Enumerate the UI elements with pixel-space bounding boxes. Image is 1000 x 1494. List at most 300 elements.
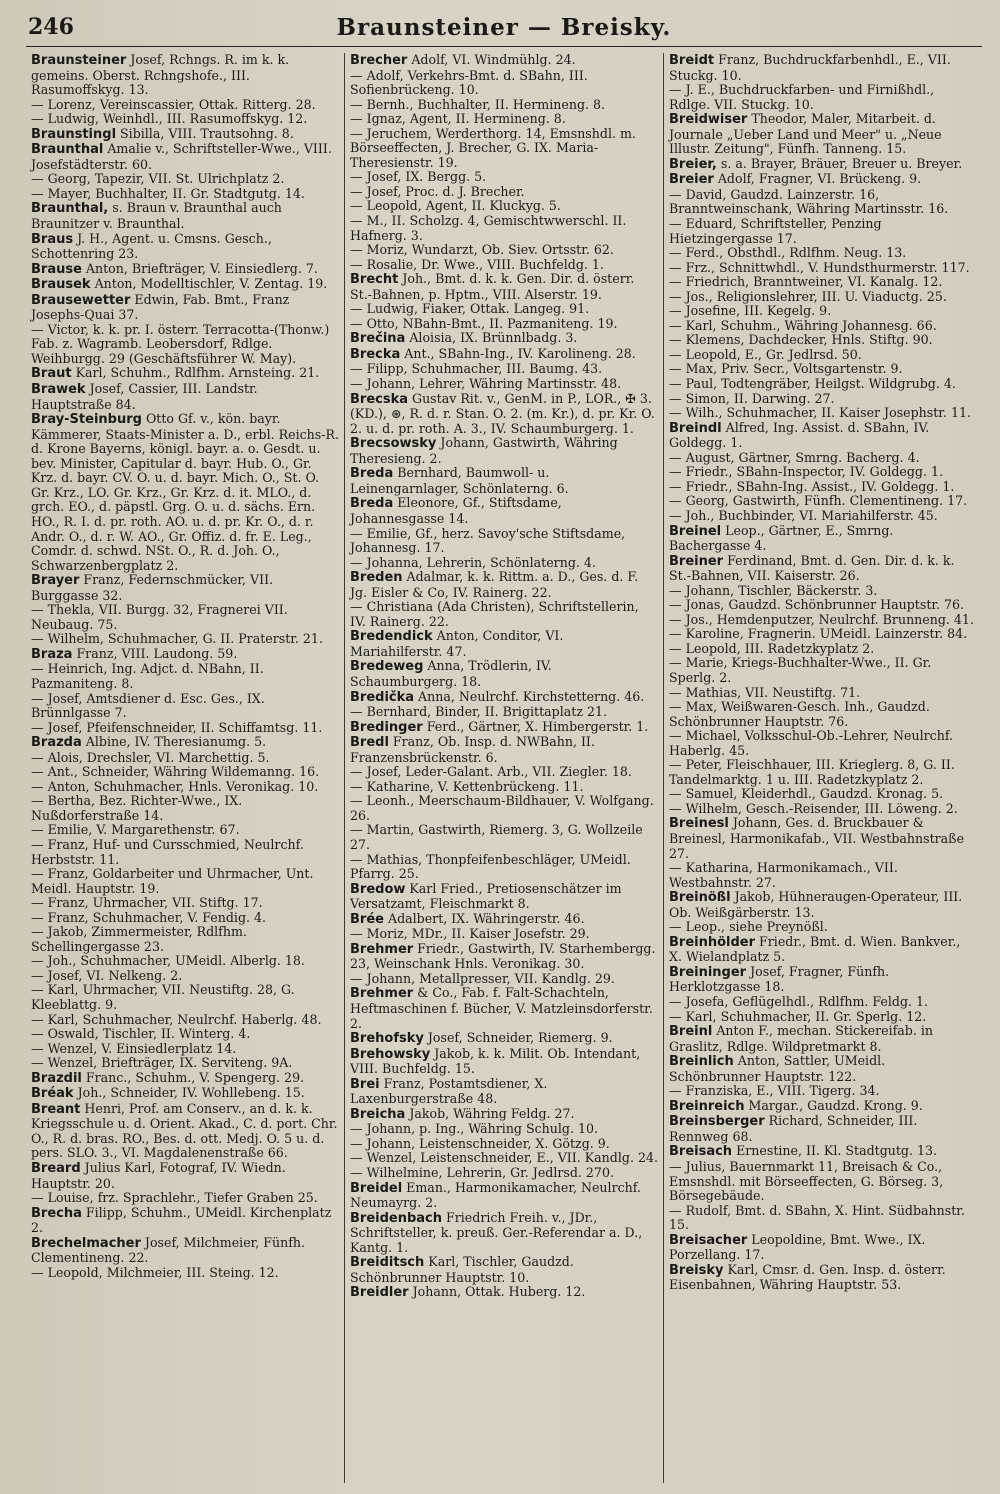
directory-entry [31, 632, 339, 647]
entry-text: — Jos., Hemdenputzer, Neulrchf. Brunneng. 41. [669, 611, 974, 627]
entry-text: — Mathias, Thonpfeifenbeschläger, UMeidl. Pfarrg. 25. [350, 851, 631, 882]
directory-entry [31, 1206, 339, 1236]
directory-entry [350, 912, 658, 928]
entry-text: Eman., Harmonikamacher, Neulrchf. Neumayrg. 2. [350, 1179, 641, 1211]
entry-text: Friedr., Bmt. d. Wien. Bankver., X. Wielandplatz 5. [669, 933, 961, 965]
directory-entry [350, 1166, 658, 1181]
entry-surname: Brechelmacher [31, 1235, 141, 1251]
directory-entry [669, 465, 977, 480]
entry-text: — Joh., Buchbinder, VI. Mariahilferstr. 45. [669, 507, 938, 523]
directory-entry [350, 1031, 658, 1047]
entry-surname: Bredow [350, 881, 406, 897]
directory-entry [350, 362, 658, 377]
directory-entry [31, 98, 339, 113]
directory-entry [669, 802, 977, 817]
entry-text: — David, Gaudzd. Lainzerstr. 16, Branntweinschank, Währing Martinsstr. 16. [669, 186, 949, 217]
directory-entry [350, 1137, 658, 1152]
entry-surname: Bray-Steinburg [31, 412, 142, 428]
entry-surname: Breant [31, 1101, 81, 1117]
entry-surname: Breininger [669, 964, 747, 980]
entry-text: — Johann, Lehrer, Währing Martinsstr. 48. [350, 376, 622, 392]
entry-surname: Brause [31, 261, 82, 277]
entry-surname: Bredeweg [350, 659, 424, 675]
entry-text: — M., II. Scholzg. 4, Gemischtwwerschl. II. Hafnerg. 3. [350, 213, 627, 243]
directory-entry [350, 1285, 658, 1301]
directory-entry [669, 995, 977, 1010]
entry-text: — Bernhard, Binder, II. Brigittaplatz 21. [350, 704, 607, 720]
entry-text: — Emilie, Gf., herz. Savoy'sche Stiftsdame, Johannesg. 17. [350, 525, 626, 556]
entry-text: Johann, Ottak. Huberg. 12. [408, 1284, 586, 1300]
directory-entry [669, 1099, 977, 1115]
directory-entry [31, 925, 339, 954]
entry-text: — Frz., Schnittwhdl., V. Hundsthurmerstr. 117. [669, 259, 970, 275]
entry-text: — Rudolf, Bmt. d. SBahn, X. Hint. Südbahnstr. 15. [669, 1202, 965, 1233]
directory-entry [350, 496, 658, 526]
entry-text: — Jeruchem, Werderthorg. 14, Emsnshdl. m. Börseeffecten, J. Brecher, G. IX. Maria-Theresienstr. 19. [350, 125, 636, 170]
directory-entry [31, 112, 339, 127]
directory-entry [31, 53, 339, 98]
directory-entry [669, 642, 977, 657]
page-number: 246 [28, 14, 74, 40]
directory-entry [31, 603, 339, 632]
directory-entry [350, 735, 658, 765]
entry-text: — Max, Weißwaren-Gesch. Inh., Gaudzd. Schönbrunner Hauptstr. 76. [669, 699, 930, 729]
page-header [26, 12, 982, 47]
entry-text: — Karl, Schuhmacher, II. Gr. Sperlg. 12. [669, 1008, 927, 1024]
entry-text: — Georg, Gastwirth, Fünfh. Clementineng. 17. [669, 493, 968, 509]
entry-text: — Franz, Goldarbeiter und Uhrmacher, Unt. Meidl. Hauptstr. 19. [31, 866, 314, 896]
directory-entry [669, 816, 977, 861]
entry-text: — Bernh., Buchhalter, II. Hermineng. 8. [350, 96, 606, 112]
entry-text: — Johann, Leistenschneider, X. Götzg. 9. [350, 1135, 610, 1151]
directory-entry [669, 1233, 977, 1263]
directory-entry [350, 466, 658, 496]
entry-text: Adolf, VI. Windmühlg. 24. [407, 53, 576, 67]
directory-entry [31, 1027, 339, 1042]
entry-text: Jakob, k. k. Milit. Ob. Intendant, VIII. Buchfeldg. 15. [350, 1045, 641, 1077]
entry-text: Anna, Trödlerin, IV. Schaumburgerg. 18. [350, 658, 552, 689]
entry-text: — Klemens, Dachdecker, Hnls. Stiftg. 90. [669, 332, 933, 348]
directory-entry [669, 700, 977, 729]
entry-surname: Breidel [350, 1180, 403, 1196]
entry-text: — Wilhelm, Gesch.-Reisender, III. Löweng. 2. [669, 800, 958, 816]
directory-entry [669, 1144, 977, 1160]
entry-text: Henri, Prof. am Conserv., an d. k. k. Kriegsschule u. d. Orient. Akad., C. d. port. Chr. O., R. d. bras. RO., Bes. d. ott. Medj. O. 5 u. d. pers. SLO. 3., VI. Magdalenenstraße 66. [31, 1100, 338, 1161]
directory-entry [669, 584, 977, 599]
entry-surname: Brecsowsky [350, 436, 437, 452]
directory-entry [669, 172, 977, 188]
directory-entry [350, 794, 658, 823]
entry-text: — Leopold, Agent, II. Kluckyg. 5. [350, 198, 561, 214]
directory-entry [669, 362, 977, 377]
entry-text: — Friedr., SBahn-Inspector, IV. Goldegg. 1. [669, 464, 944, 480]
entry-text: Ernestine, II. Kl. Stadtgutg. 13. [732, 1143, 938, 1159]
directory-entry [669, 53, 977, 83]
directory-entry [31, 1236, 339, 1266]
entry-surname: Breindl [669, 420, 722, 436]
entry-text: s. Braun v. Braunthal auch Braunitzer v. Braunthal. [31, 200, 282, 232]
entry-text: — Jakob, Zimmermeister, Rdlfhm. Schellingergasse 23. [31, 924, 247, 954]
directory-entry [669, 290, 977, 305]
entry-text: — Josefine, III. Kegelg. 9. [669, 303, 832, 319]
directory-entry [350, 185, 658, 200]
entry-surname: Breidwiser [669, 112, 748, 128]
directory-entry [669, 319, 977, 334]
entry-surname: Breinl [669, 1024, 713, 1040]
entry-text: Filipp, Schuhm., UMeidl. Kirchenplatz 2. [31, 1204, 332, 1236]
directory-entry [669, 392, 977, 407]
directory-entry [669, 421, 977, 451]
entry-text: — Ludwig, Fiaker, Ottak. Langeg. 91. [350, 301, 590, 317]
directory-entry [669, 261, 977, 276]
directory-entry [350, 659, 658, 689]
entry-text: Julius Karl, Fotograf, IV. Wiedn. Hauptstr. 20. [31, 1160, 286, 1191]
entry-text: Karl, Schuhm., Rdlfhm. Arnsteing. 21. [71, 365, 320, 381]
entry-surname: Breinößl [669, 890, 731, 906]
entry-text: — Bertha, Bez. Richter-Wwe., IX. Nußdorferstraße 14. [31, 793, 243, 823]
directory-entry [31, 573, 339, 603]
entry-surname: Breier [669, 172, 714, 188]
entry-text: Josef, Schneider, Riemerg. 9. [423, 1030, 613, 1046]
entry-surname: Brecht [350, 272, 399, 288]
directory-entry [350, 302, 658, 317]
entry-surname: Brehofsky [350, 1031, 424, 1047]
entry-text: — Karl, Uhrmacher, VII. Neustiftg. 28, G. Kleeblattg. 9. [31, 982, 295, 1012]
directory-entry [669, 377, 977, 392]
directory-entry [31, 823, 339, 838]
directory-entry [350, 127, 658, 171]
entry-surname: Breidenbach [350, 1210, 443, 1226]
entry-text: Johann, Ges. d. Bruckbauer & Breinesl, Harmonikafab., VII. Westbahnstraße 27. [669, 815, 965, 861]
entry-text: — Paul, Todtengräber, Heilgst. Wildgrubg. 4. [669, 376, 956, 392]
entry-text: — Alois, Drechsler, VI. Marchettig. 5. [31, 749, 270, 765]
entry-text: — Jos., Religionslehrer, III. U. Viaductg. 25. [669, 288, 947, 304]
entry-text: — Johann, p. Ing., Währing Schulg. 10. [350, 1121, 599, 1137]
entry-text: Anton, Modelltischler, V. Zentag. 19. [90, 276, 328, 292]
entry-text: Jakob, Währing Feldg. 27. [405, 1105, 575, 1121]
entry-surname: Bredl [350, 735, 389, 751]
entry-text: — Moriz, Wundarzt, Ob. Siev. Ortsstr. 62. [350, 242, 614, 258]
directory-entry [31, 1191, 339, 1206]
directory-entry [31, 662, 339, 691]
directory-entry [31, 172, 339, 187]
entry-text: Karl Fried., Pretiosenschätzer im Versatzamt, Fleischmarkt 8. [350, 880, 622, 912]
directory-entry [31, 1013, 339, 1028]
entry-surname: Breinel [669, 523, 722, 539]
entry-surname: Brazdil [31, 1070, 82, 1086]
directory-entry [31, 262, 339, 278]
directory-entry [669, 1114, 977, 1144]
entry-text: Joh., Bmt. d. k. k. Gen. Dir. d. österr. St.-Bahnen, p. Hptm., VIII. Alserstr. 19. [350, 271, 635, 302]
entry-surname: Breisach [669, 1144, 733, 1160]
directory-entry [31, 765, 339, 780]
directory-entry [31, 983, 339, 1012]
directory-entry [31, 969, 339, 984]
entry-surname: Braunthal [31, 142, 104, 158]
entry-surname: Breda [350, 496, 394, 512]
directory-entry [31, 323, 339, 367]
entry-text: — Otto, NBahn-Bmt., II. Pazmaniteng. 19. [350, 315, 618, 331]
directory-entry [350, 243, 658, 258]
directory-entry [31, 1071, 339, 1087]
directory-entry [31, 1102, 339, 1161]
columns [26, 53, 982, 1483]
entry-text: — Franz, Uhrmacher, VII. Stiftg. 17. [31, 895, 263, 911]
directory-entry [669, 112, 977, 157]
entry-text: Ferdinand, Bmt. d. Gen. Dir. d. k. k. St.-Bahnen, VII. Kaiserstr. 26. [669, 552, 955, 584]
entry-text: — Johanna, Lehrerin, Schönlaterng. 4. [350, 554, 596, 570]
entry-surname: Breda [350, 466, 394, 482]
directory-entry [350, 1255, 658, 1285]
entry-text: Leopoldine, Bmt. Wwe., IX. Porzellang. 17. [669, 1231, 926, 1263]
directory-entry [350, 720, 658, 736]
directory-entry [669, 1204, 977, 1233]
entry-text: — Eduard, Schriftsteller, Penzing Hietzingergasse 17. [669, 216, 882, 246]
entry-text: Bernhard, Baumwoll- u. Leinengarnlager, Schönlaterng. 6. [350, 465, 569, 496]
entry-text: Aloisia, IX. Brünnlbadg. 3. [405, 330, 578, 346]
entry-text: — Leopold, III. Radetzkyplatz 2. [669, 640, 875, 656]
directory-entry [669, 787, 977, 802]
entry-surname: Brecska [350, 391, 408, 407]
directory-entry [31, 293, 339, 323]
directory-entry [350, 780, 658, 795]
directory-entry [350, 853, 658, 882]
entry-text: — Ludwig, Weinhdl., III. Rasumoffskyg. 12. [31, 111, 308, 127]
entry-text: — August, Gärtner, Smrng. Bacherg. 4. [669, 449, 920, 465]
directory-entry [31, 896, 339, 911]
entry-text: — Jonas, Gaudzd. Schönbrunner Hauptstr. 76. [669, 597, 965, 613]
entry-text: — Louise, frz. Sprachlehr., Tiefer Graben 25. [31, 1190, 318, 1206]
directory-entry [669, 275, 977, 290]
entry-text: Josef, Milchmeier, Fünfh. Clementineng. 22. [31, 1234, 306, 1266]
entry-text: — Ant., Schneider, Währing Wildemanng. 16. [31, 764, 320, 780]
entry-surname: Bredendick [350, 629, 433, 645]
entry-text: Alfred, Ing. Assist. d. SBahn, IV. Goldegg. 1. [669, 419, 930, 451]
entry-surname: Brehmer [350, 941, 414, 957]
directory-entry [31, 142, 339, 172]
directory-entry [31, 867, 339, 896]
directory-entry [350, 705, 658, 720]
entry-text: Franz, Ob. Insp. d. NWBahn, II. Franzensbrückenstr. 6. [350, 734, 595, 765]
directory-entry [350, 1181, 658, 1211]
entry-text: Ant., SBahn-Ing., IV. Karolineng. 28. [400, 345, 636, 361]
entry-text: — Mathias, VII. Neustiftg. 71. [669, 684, 861, 700]
directory-entry [669, 613, 977, 628]
entry-text: — Leonh., Meerschaum-Bildhauer, V. Wolfgang. 26. [350, 793, 654, 823]
entry-text: Karl, Cmsr. d. Gen. Insp. d. österr. Eisenbahnen, Währing Hauptstr. 53. [669, 1261, 946, 1293]
entry-surname: Braza [31, 646, 73, 662]
directory-entry [350, 436, 658, 466]
directory-entry [350, 214, 658, 243]
entry-text: Franz, Federnschmücker, VII. Burggasse 32. [31, 572, 274, 603]
directory-entry [31, 721, 339, 736]
entry-text: — Ignaz, Agent, II. Hermineng. 8. [350, 111, 566, 127]
entry-surname: Brée [350, 911, 384, 927]
entry-text: — Moriz, MDr., II. Kaiser Josefstr. 29. [350, 926, 590, 942]
directory-entry [669, 1160, 977, 1204]
entry-text: — Katharina, Harmonikamach., VII. Westbahnstr. 27. [669, 860, 898, 890]
directory-entry [31, 780, 339, 795]
entry-text: Jakob, Hühneraugen-Operateur, III. Ob. Weißgärberstr. 13. [669, 889, 963, 920]
directory-entry [350, 170, 658, 185]
directory-entry [350, 98, 658, 113]
entry-surname: Brei [350, 1076, 380, 1092]
directory-entry [350, 690, 658, 706]
directory-entry [31, 412, 339, 573]
entry-text: — Josef, Pfeifenschneider, II. Schiffamtsg. 11. [31, 719, 323, 735]
entry-text: — Friedrich, Branntweiner, VI. Kanalg. 12. [669, 274, 943, 290]
entry-text: — Anton, Schuhmacher, Hnls. Veronikag. 10. [31, 778, 319, 794]
entry-surname: Brecha [31, 1205, 82, 1221]
entry-text: Josef, Cassier, III. Landstr. Hauptstraße 84. [31, 381, 258, 412]
entry-text: — Samuel, Kleiderhdl., Gaudzd. Kronag. 5. [669, 786, 944, 802]
entry-text: Amalie v., Schriftsteller-Wwe., VIII. Josefstädterstr. 60. [31, 141, 332, 172]
entry-text: — Joh., Schuhmacher, UMeidl. Alberlg. 18. [31, 953, 305, 969]
directory-entry [31, 366, 339, 382]
directory-entry [669, 965, 977, 995]
entry-text: — Friedr., SBahn-Ing. Assist., IV. Goldegg. 1. [669, 478, 955, 494]
entry-text: — Peter, Fleischhauer, III. Krieglerg. 8, G. II. Tandelmarktg. 1 u. III. Radetzkyplatz 2. [669, 757, 955, 787]
entry-text: Ferd., Gärtner, X. Himbergerstr. 1. [422, 718, 649, 734]
directory-entry [669, 758, 977, 787]
entry-surname: Breinreich [669, 1098, 745, 1114]
entry-text: — J. E., Buchdruckfarben- und Firnißhdl., Rdlge. VII. Stuckg. 10. [669, 82, 935, 112]
entry-text: Richard, Schneider, III. Rennweg 68. [669, 1113, 918, 1144]
entry-text: Franz, Postamtsdiener, X. Laxenburgerstraße 48. [350, 1075, 548, 1107]
entry-text: Josef, Fragner, Fünfh. Herklotzgasse 18. [669, 963, 890, 995]
directory-entry [350, 1077, 658, 1107]
directory-entry [31, 954, 339, 969]
directory-entry [669, 494, 977, 509]
directory-entry [350, 823, 658, 852]
entry-surname: Breidt [669, 53, 715, 68]
entry-text: — Johann, Tischler, Bäckerstr. 3. [669, 582, 878, 598]
directory-entry [350, 927, 658, 942]
directory-entry [31, 1161, 339, 1191]
directory-entry [669, 157, 977, 173]
entry-text: J. H., Agent. u. Cmsns. Gesch., Schottenring 23. [31, 230, 272, 262]
entry-text: — Karl, Schuhmacher, Neulrchf. Haberlg. 48. [31, 1011, 322, 1027]
entry-text: — Josef, VI. Nelkeng. 2. [31, 967, 183, 983]
entry-text: — Christiana (Ada Christen), Schriftstellerin, IV. Rainerg. 22. [350, 599, 639, 629]
directory-entry [350, 972, 658, 987]
entry-text: — Filipp, Schuhmacher, III. Baumg. 43. [350, 361, 603, 377]
entry-surname: Breiner [669, 553, 724, 569]
entry-surname: Brečina [350, 331, 406, 347]
directory-entry [669, 333, 977, 348]
entry-text: — Leop., siehe Preynößl. [669, 919, 828, 935]
entry-surname: Braunthal, [31, 201, 109, 217]
entry-text: Anna, Neulrchf. Kirchstetterng. 46. [414, 688, 645, 704]
directory-entry [669, 480, 977, 495]
entry-text: Anton F., mechan. Stickereifab. in Graslitz, Rdlge. Wildpretmarkt 8. [669, 1023, 933, 1054]
entry-text: Friedr., Gastwirth, IV. Starhembergg. 23, Weinschank Hnls. Veronikag. 30. [350, 940, 656, 972]
entry-text: — Wenzel, V. Einsiedlerplatz 14. [31, 1040, 237, 1056]
entry-text: Otto Gf. v., kön. bayr. Kämmerer, Staats-Minister a. D., erbl. Reichs-R. d. Krone Bayerns, königl. bayr. a. o. Gesdt. u. bev. Minister, Capitular d. bayr. Hub. O., Gr. Krz. d. bayr. CV. O. u. d. bayr. Mich. O., St. O. Gr. Krz., LO. Gr. Krz., Gr. Krz. d. it. MLO., d. grch. EO., d. päpstl. Grg. O. u. d. sächs. Ern. HO., R. I. d. pr. roth. AO. u. d. pr. Kr. O., d. r. Andr. O., d. r. W. AO., Gr. Offiz. d. fr. E. Leg., Comdr. d. schwd. NSt. O., R. d. Joh. O., Schwarzenbergplatz 2. [31, 411, 339, 573]
directory-entry [669, 920, 977, 935]
entry-surname: Brausek [31, 277, 91, 293]
entry-text: Franz, Buchdruckfarbenhdl., E., VII. Stuckg. 10. [669, 53, 951, 83]
directory-entry [350, 331, 658, 347]
entry-text: — Karoline, Fragnerin. UMeidl. Lainzerstr. 84. [669, 626, 968, 642]
directory-entry [669, 304, 977, 319]
directory-entry [350, 347, 658, 363]
entry-text: — Leopold, E., Gr. Jedlrsd. 50. [669, 346, 862, 362]
directory-entry [669, 1084, 977, 1099]
directory-entry [31, 1266, 339, 1281]
entry-text: Friedrich Freih. v., JDr., Schriftsteller, k. preuß. Ger.-Referendar a. D., Kantg. 1. [350, 1209, 643, 1255]
entry-surname: Breiditsch [350, 1255, 425, 1271]
column-2 [344, 53, 663, 1483]
entry-text: Franc., Schuhm., V. Spengerg. 29. [81, 1069, 305, 1085]
entry-text: — Julius, Bauernmarkt 11, Breisach & Co., Emsnshdl. mit Börseeffecten, G. Börseg. 3, Börsegebäude. [669, 1159, 944, 1204]
entry-text: — Karl, Schuhm., Währing Johannesg. 66. [669, 317, 937, 333]
directory-entry [350, 1211, 658, 1256]
entry-text: — Josef, Amtsdiener d. Esc. Ges., IX. Brünnlgasse 7. [31, 690, 265, 721]
directory-entry [350, 392, 658, 437]
directory-entry [31, 838, 339, 867]
entry-surname: Brawek [31, 382, 86, 398]
entry-text: — Emilie, V. Margarethenstr. 67. [31, 822, 240, 838]
entry-surname: Brecka [350, 346, 401, 362]
entry-surname: Breinlich [669, 1054, 734, 1070]
directory-entry [350, 258, 658, 273]
entry-surname: Braus [31, 231, 74, 247]
directory-entry [350, 199, 658, 214]
entry-surname: Breisacher [669, 1232, 748, 1248]
entry-surname: Brausewetter [31, 292, 131, 308]
entry-text: — Simon, II. Darwing. 27. [669, 390, 835, 406]
entry-text: — Wenzel, Briefträger, IX. Serviteng. 9A. [31, 1055, 293, 1071]
directory-entry [669, 348, 977, 363]
entry-surname: Breden [350, 570, 403, 586]
entry-surname: Brehmer [350, 986, 414, 1002]
directory-entry [669, 656, 977, 685]
entry-surname: Brehowsky [350, 1046, 431, 1062]
entry-text: — Georg, Tapezir, VII. St. Ulrichplatz 2. [31, 171, 285, 187]
entry-text: — Leopold, Milchmeier, III. Steing. 12. [31, 1264, 279, 1280]
directory-entry [350, 1151, 658, 1166]
directory-entry [31, 232, 339, 262]
entry-text: — Wilh., Schuhmacher, II. Kaiser Josephstr. 11. [669, 405, 971, 421]
entry-text: — Wenzel, Leistenschneider, E., VII. Kandlg. 24. [350, 1150, 658, 1166]
directory-entry [350, 986, 658, 1031]
entry-surname: Breinhölder [669, 934, 756, 950]
directory-entry [669, 451, 977, 466]
directory-entry [31, 751, 339, 766]
directory-entry [350, 765, 658, 780]
directory-entry [669, 83, 977, 112]
entry-surname: Braunstingl [31, 126, 117, 142]
entry-text: — Wilhelmine, Lehrerin, Gr. Jedlrsd. 270. [350, 1165, 614, 1181]
directory-entry [669, 1054, 977, 1084]
column-1 [26, 53, 344, 1483]
directory-entry [31, 735, 339, 751]
directory-entry [669, 509, 977, 524]
entry-surname: Brazda [31, 735, 82, 751]
entry-text: — Katharine, V. Kettenbrückeng. 11. [350, 778, 584, 794]
directory-entry [669, 1024, 977, 1054]
entry-surname: Breinsberger [669, 1114, 765, 1130]
entry-surname: Breisky [669, 1262, 724, 1278]
directory-entry [350, 570, 658, 600]
directory-entry [350, 527, 658, 556]
entry-text: Johann, Gastwirth, Währing Theresieng. 2. [350, 435, 618, 466]
directory-entry [31, 1042, 339, 1057]
entry-surname: Breicha [350, 1106, 406, 1122]
entry-text: Theodor, Maler, Mitarbeit. d. Journale „Ueber Land und Meer" u. „Neue Illustr. Zeitung", Fünfh. Tanneng. 15. [669, 111, 942, 157]
directory-entry [669, 598, 977, 613]
